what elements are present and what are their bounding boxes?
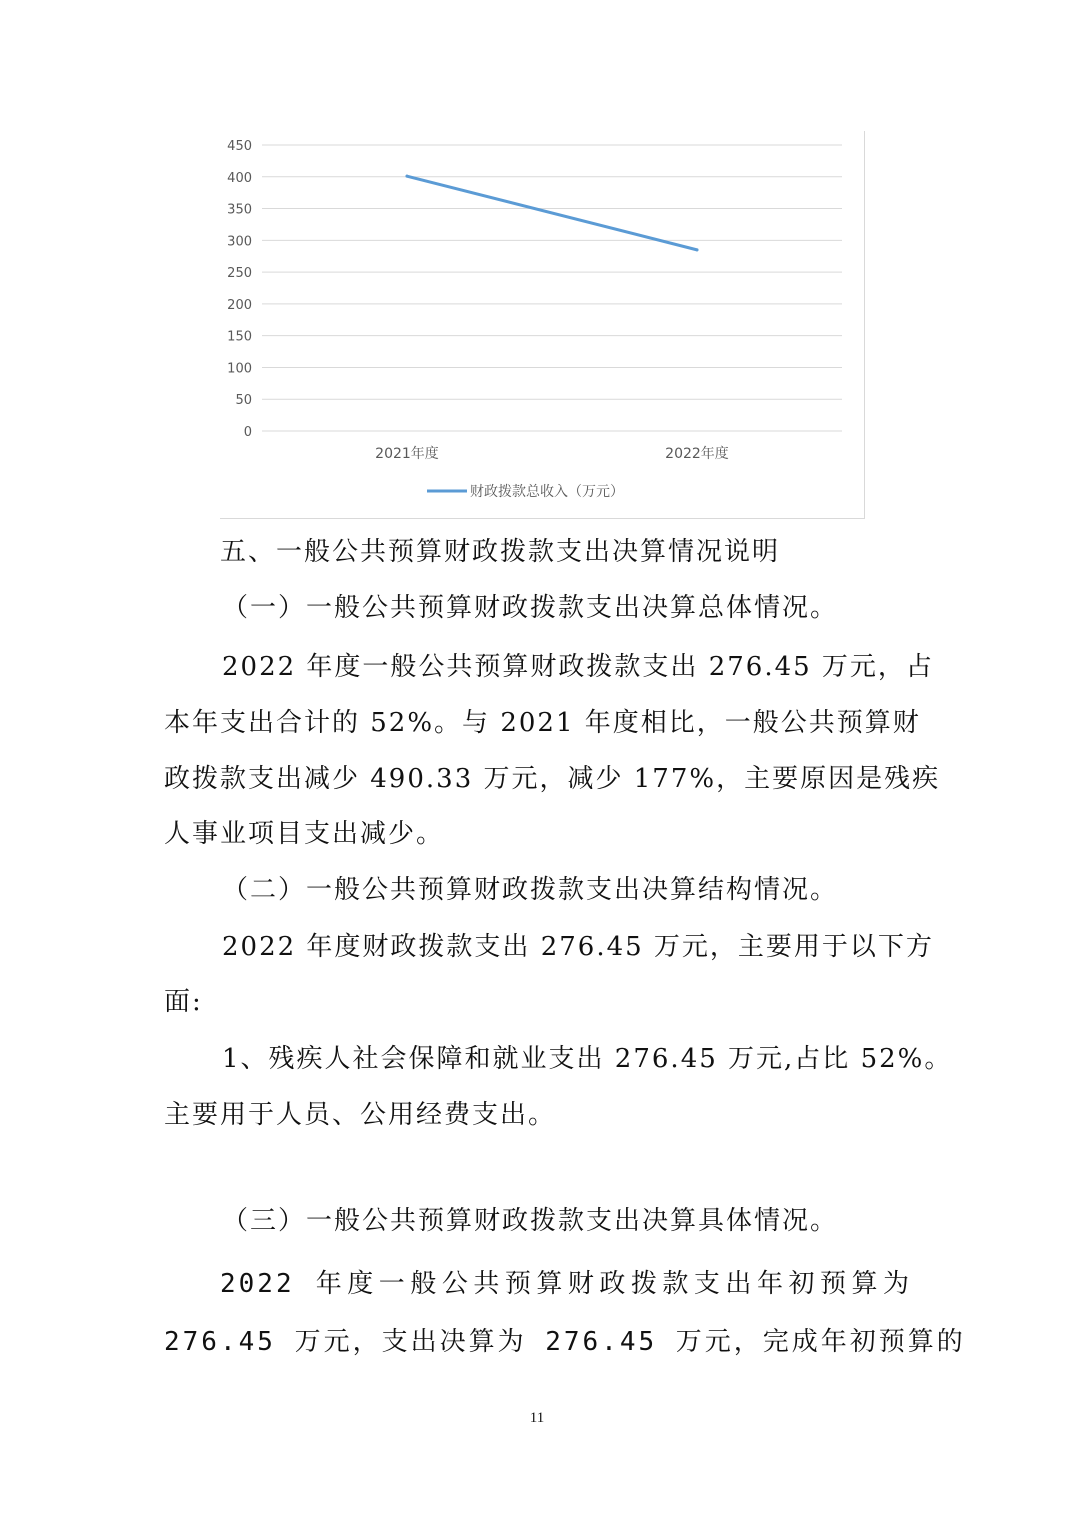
para1-line3: 政拨款支出减少 490.33 万元，减少 177%，主要原因是残疾 bbox=[164, 764, 941, 794]
x-tick-label: 2021年度 bbox=[375, 446, 439, 462]
y-tick-label: 350 bbox=[227, 202, 252, 218]
y-tick-label: 150 bbox=[227, 329, 252, 345]
para2-line1: 2022 年度财政拨款支出 276.45 万元，主要用于以下方 bbox=[222, 932, 934, 962]
chart-svg bbox=[220, 131, 864, 518]
y-tick-label: 450 bbox=[227, 139, 252, 154]
subheading-3: （三）一般公共预算财政拨款支出决算具体情况。 bbox=[222, 1206, 839, 1236]
para1-line4: 人事业项目支出减少。 bbox=[164, 819, 445, 849]
x-tick-label: 2022年度 bbox=[665, 446, 729, 462]
income-line-chart bbox=[220, 131, 865, 519]
y-tick-label: 200 bbox=[227, 297, 252, 313]
data-point bbox=[406, 175, 409, 178]
para4-line1: 2022 年度一般公共预算财政拨款支出年初预算为 bbox=[220, 1269, 912, 1299]
data-point bbox=[696, 248, 699, 251]
para3-line1: 1、残疾人社会保障和就业支出 276.45 万元,占比 52%。 bbox=[222, 1044, 953, 1074]
para2-line2: 面: bbox=[164, 987, 203, 1017]
series-line bbox=[407, 176, 697, 250]
para1-line1: 2022 年度一般公共预算财政拨款支出 276.45 万元，占 bbox=[222, 652, 934, 682]
y-tick-label: 300 bbox=[227, 234, 252, 250]
subheading-2: （二）一般公共预算财政拨款支出决算结构情况。 bbox=[222, 875, 839, 905]
page-number: 11 bbox=[529, 1410, 545, 1426]
para4-line2: 276.45 万元，支出决算为 276.45 万元，完成年初预算的 bbox=[164, 1327, 966, 1357]
legend-label: 财政拨款总收入（万元） bbox=[470, 484, 624, 500]
section-heading-5: 五、一般公共预算财政拨款支出决算情况说明 bbox=[220, 537, 781, 567]
y-tick-label: 50 bbox=[235, 393, 252, 409]
y-tick-label: 250 bbox=[227, 266, 252, 282]
y-tick-label: 100 bbox=[227, 361, 252, 377]
para3-line2: 主要用于人员、公用经费支出。 bbox=[164, 1100, 557, 1130]
para1-line2: 本年支出合计的 52%。与 2021 年度相比，一般公共预算财 bbox=[164, 708, 921, 738]
y-tick-label: 400 bbox=[227, 170, 252, 186]
y-tick-label: 0 bbox=[243, 425, 252, 440]
subheading-1: （一）一般公共预算财政拨款支出决算总体情况。 bbox=[222, 593, 839, 623]
